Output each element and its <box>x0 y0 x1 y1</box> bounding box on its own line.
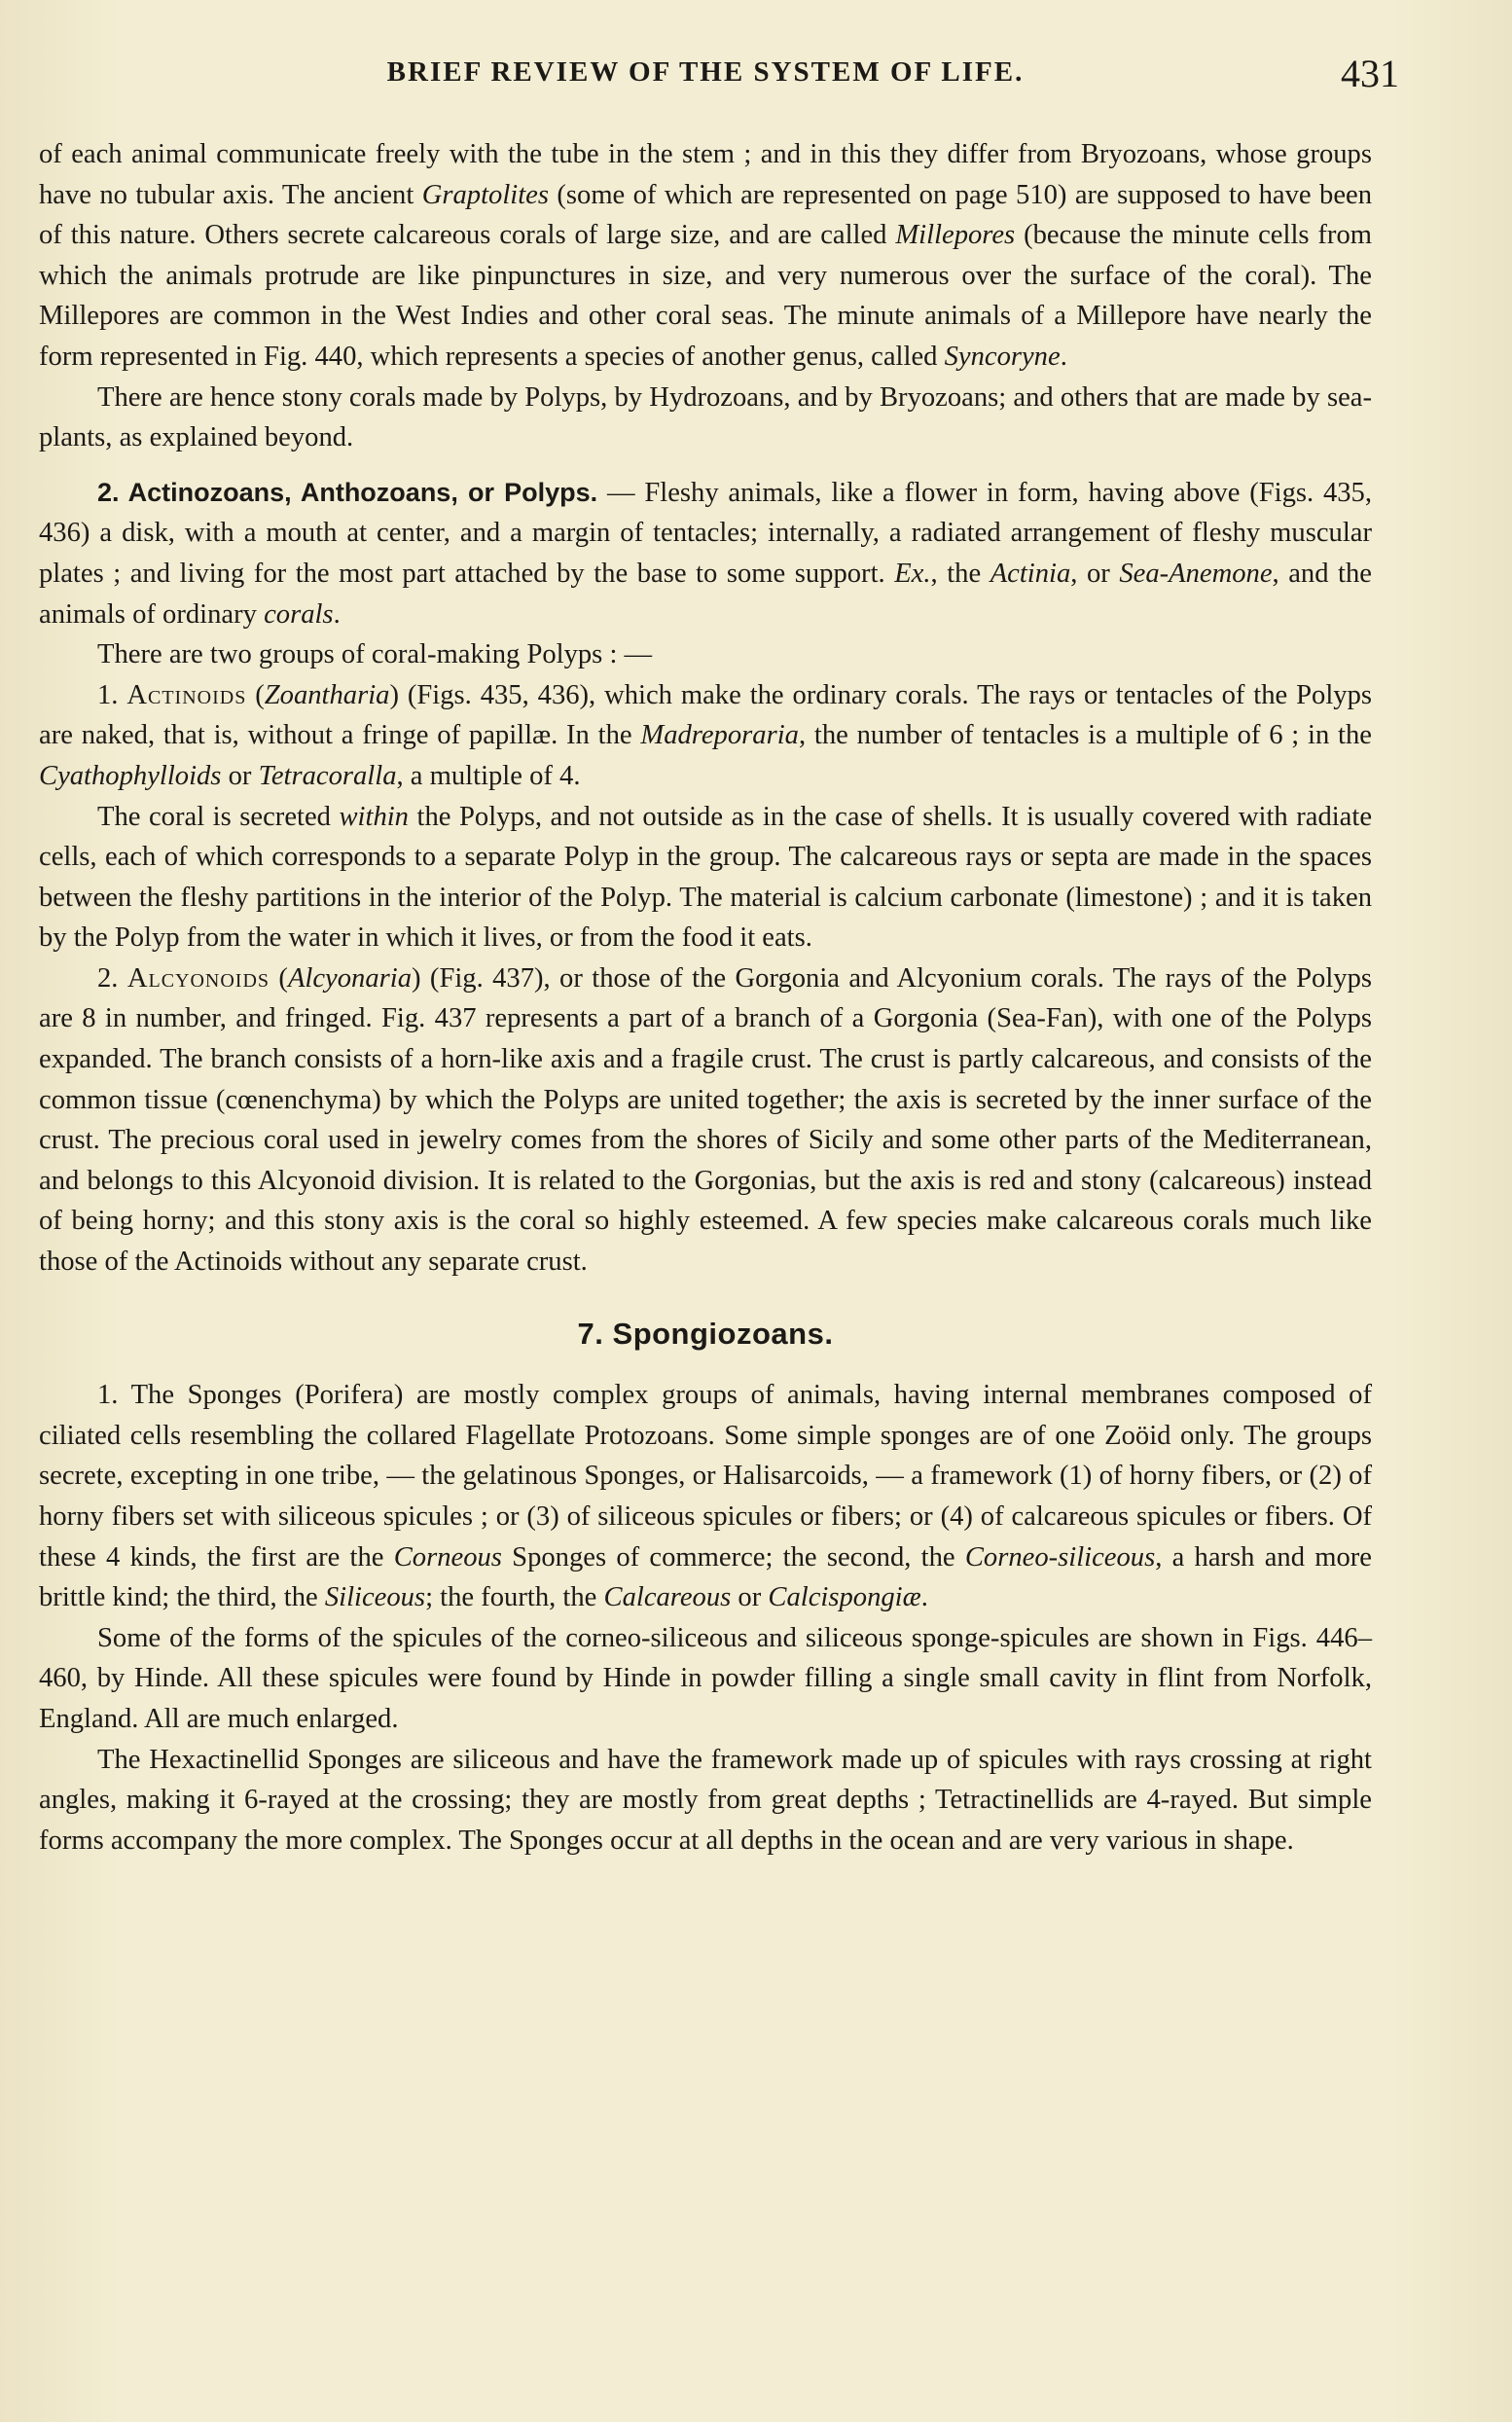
paragraph-hydrozoans-continued <box>39 134 1372 378</box>
term-millepores: Millepores <box>895 220 1016 251</box>
section-heading-spongiozoans: 7. Spongiozoans. <box>577 1316 834 1351</box>
page-body <box>39 134 1372 1861</box>
text-run: or <box>731 1582 769 1613</box>
text-run: ) (Fig. 437), or those of the Gorgonia and Alcyonium corals. The rays of the Polyps are 8 in number, and fringed. Fig. 437 represents a part of a branch of a Gorgonia (Sea-Fan), with one of the Polyps expanded. The branch consists of a horn-like axis and a fragile crust. The crust is partly calcareous, and consists of the common tissue (cœnenchyma) by which the Polyps are united together; the axis is secreted by the inner surface of the crust. The precious coral used in jewelry comes from the shores of Sicily and some other parts of the Mediterranean, and belongs to this Alcyonoid division. It is related to the Gorgonias, but the axis is red and stony (calcareous) instead of being horny; and this stony axis is the coral so highly esteemed. A few species make calcareous corals much like those of the Actinoids without any separate crust. <box>39 962 1372 1278</box>
text-run: ( <box>246 679 265 710</box>
text-run: . <box>1060 341 1067 372</box>
paragraph-alcyonoids <box>39 958 1372 1283</box>
term-corneo-siliceous: Corneo-siliceous <box>964 1541 1156 1572</box>
term-calcispongiae: Calcispongiæ <box>768 1582 921 1613</box>
paragraph-two-groups: There are two groups of coral-making Polyps : — <box>97 639 653 670</box>
paragraph-stony-corals: There are hence stony corals made by Polyps, by Hydrozoans, and by Bryozoans; and others that are made by sea-plants, as explained beyond. <box>39 381 1372 453</box>
term-syncoryne: Syncoryne <box>944 341 1061 372</box>
term-actinoids: Actinoids <box>126 679 247 710</box>
text-run: , the number of tentacles is a multiple of 6 ; in the <box>798 720 1372 751</box>
text-run: — Fleshy animals, like a flower in form, having above (Figs. 435, 436) a disk, with a mouth at center, and a margin of tentacles; internally, a radiated arrangement of fleshy muscular plates ; and living for the most part attached by the base to some support. <box>39 477 1372 589</box>
text-run: ; the fourth, the <box>425 1582 604 1613</box>
running-head <box>39 51 1399 97</box>
term-zoantharia: Zoantharia <box>264 679 390 710</box>
term-alcyonaria: Alcyonaria <box>287 962 413 994</box>
term-actinia: Actinia <box>990 558 1071 589</box>
running-title: BRIEF REVIEW OF THE SYSTEM OF LIFE. <box>386 56 1025 88</box>
term-alcyonoids: Alcyonoids <box>126 962 270 994</box>
text-run: 2. <box>97 962 127 994</box>
subheading-actinozoans: 2. Actinozoans, Anthozoans, or Polyps. <box>97 477 598 507</box>
term-within: within <box>339 801 409 832</box>
paragraph-hexactinellid: The Hexactinellid Sponges are siliceous and have the framework made up of spicules with rays crossing at right angles, making it 6-rayed at the crossing; they are mostly from great depths ; Tetractinellids are 4-rayed. But simple forms accompany the more complex. The Sponges occur at all depths in the ocean and are very various in shape. <box>39 1744 1372 1856</box>
term-sea-anemone: Sea-Anemone <box>1119 558 1273 589</box>
term-tetracoralla: Tetracoralla <box>258 760 397 791</box>
paragraph-sponges <box>39 1375 1372 1618</box>
text-run: (some of which are represented on page 510) are supposed to have been of this nature. Others secrete calcareous corals of large size, and are called <box>39 179 1372 251</box>
text-run: , a harsh and more brittle kind; the third, the <box>39 1541 1372 1613</box>
paragraph-spicules: Some of the forms of the spicules of the corneo-siliceous and siliceous sponge-spicules are shown in Figs. 446–460, by Hinde. All these spicules were found by Hinde in powder filling a single small cavity in flint from Norfolk, England. All are much enlarged. <box>39 1622 1372 1734</box>
text-run: the Polyps, and not outside as in the case of shells. It is usually covered with radiate cells, each of which corresponds to a separate Polyp in the group. The calcareous rays or septa are made in the spaces between the fleshy partitions in the interior of the Polyp. The material is calcium carbonate (limestone) ; and it is taken by the Polyp from the water in which it lives, or from the food it eats. <box>39 801 1373 954</box>
text-run: , and the animals of ordinary <box>39 558 1372 630</box>
term-graptolites: Graptolites <box>421 179 549 210</box>
paragraph-actinozoans <box>39 473 1372 634</box>
text-run: . <box>333 598 341 630</box>
term-siliceous: Siliceous <box>324 1582 426 1613</box>
text-run: of each animal communicate freely with the tube in the stem ; and in this they differ from Bryozoans, whose groups have no tubular axis. The ancient <box>39 139 1372 210</box>
text-run: , a multiple of 4. <box>396 760 581 791</box>
text-run: Sponges of commerce; the second, the <box>501 1541 965 1572</box>
text-run: 1. <box>97 679 127 710</box>
paragraph-actinoids <box>39 675 1372 797</box>
text-run: The coral is secreted <box>97 801 340 832</box>
term-ex: Ex. <box>894 558 931 589</box>
term-cyathophylloids: Cyathophylloids <box>39 760 222 791</box>
text-run: , or <box>1070 558 1120 589</box>
text-run: 1. The Sponges (Porifera) are mostly complex groups of animals, having internal membranes composed of ciliated cells resembling the collared Flagellate Protozoans. Some simple sponges are of one Zoöid only. The groups secrete, excepting in one tribe, — the gelatinous Sponges, or Halisarcoids, — a framework (1) of horny fibers, or (2) of horny fibers set with siliceous spicules ; or (3) of siliceous spicules or fibers; or (4) of calcareous spicules or fibers. Of these 4 kinds, the first are the <box>39 1380 1372 1572</box>
term-corals: corals <box>264 598 334 630</box>
term-calcareous: Calcareous <box>603 1582 732 1613</box>
text-run: or <box>221 760 259 791</box>
text-run: ) (Figs. 435, 436), which make the ordinary corals. The rays or tentacles of the Polyps are naked, that is, without a fringe of papillæ. In the <box>39 679 1373 751</box>
text-run: ( <box>270 962 288 994</box>
text-run: , the <box>930 558 990 589</box>
text-run: . <box>920 1582 928 1613</box>
paragraph-coral-secreted <box>39 797 1372 958</box>
term-madreporaria: Madreporaria <box>640 720 799 751</box>
text-run: (because the minute cells from which the animals protrude are like pinpunctures in size, and very numerous over the surface of the coral). The Millepores are common in the West Indies and other coral seas. The minute animals of a Millepore have nearly the form represented in Fig. 440, which represents a species of another genus, called <box>39 220 1372 372</box>
term-corneous: Corneous <box>393 1541 502 1572</box>
page-number: 431 <box>1341 52 1399 95</box>
